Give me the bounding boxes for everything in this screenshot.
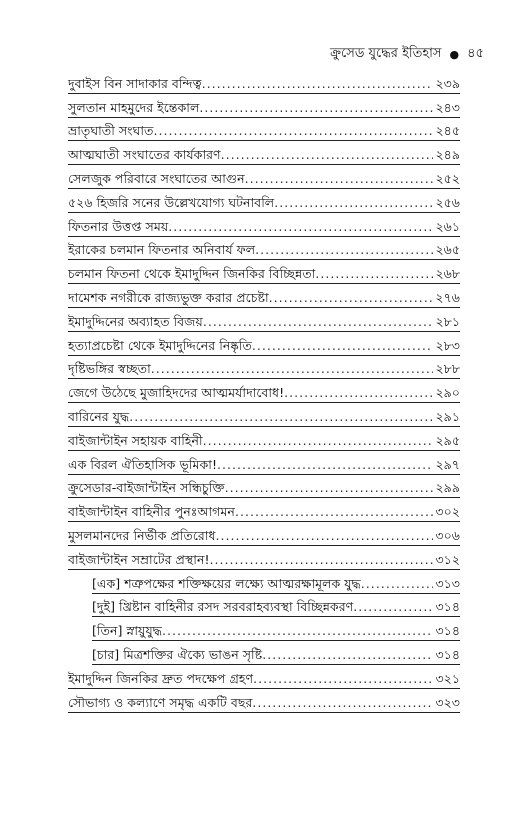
dot-leader	[202, 75, 434, 92]
toc-entry-title: ৫২৬ হিজরি সনের উল্লেখযোগ্য ঘটনাবলি	[68, 194, 275, 210]
toc-entry-title: হত্যাপ্রচেষ্টা থেকে ইমাদুদ্দিনের নিষ্কৃতি	[68, 337, 252, 353]
toc-entry-title: জেগে উঠেছে মুজাহিদদের আত্মমর্যাদাবোধ!	[68, 385, 285, 401]
table-of-contents	[68, 70, 460, 713]
toc-entry-title: ইমাদুদ্দিন জিনকির দ্রুত পদক্ষেপ গ্রহণ	[68, 670, 254, 686]
dot-leader	[216, 527, 434, 544]
dot-leader	[151, 360, 434, 377]
toc-entry-title: দৃষ্টিভঙ্গির স্বচ্ছতা	[68, 361, 151, 377]
dot-leader	[210, 551, 434, 568]
toc-entry-page: ২৯৯	[435, 480, 460, 496]
toc-entry[interactable]	[92, 617, 460, 641]
toc-entry-title: ইরাকের চলমান ফিতনার অনিবার্য ফল	[68, 242, 256, 258]
dot-leader	[129, 408, 433, 425]
toc-entry-page: ২৫২	[435, 170, 460, 186]
dot-leader	[361, 575, 434, 592]
toc-entry-title: এক বিরল ঐতিহাসিক ভূমিকা!	[68, 456, 217, 472]
toc-entry[interactable]	[68, 427, 460, 451]
toc-entry-page: ৩১৪	[435, 599, 460, 615]
toc-entry-page: ২৫৬	[435, 194, 460, 210]
toc-entry[interactable]	[68, 403, 460, 427]
toc-entry-page: ২৯৭	[435, 456, 460, 472]
toc-entry[interactable]	[92, 570, 460, 594]
toc-entry[interactable]	[68, 451, 460, 475]
toc-entry-title: [এক] শত্রুপক্ষের শক্তিক্ষয়ের লক্ষ্যে আত্মরক্ষামূলক যুদ্ধ	[92, 575, 361, 591]
toc-entry-title: মুসলমানদের নির্ভীক প্রতিরোধ	[68, 527, 216, 543]
dot-leader	[252, 694, 433, 711]
toc-entry[interactable]	[68, 118, 460, 142]
toc-entry-page: ২৮৩	[435, 337, 460, 353]
toc-entry-page: ২৪৩	[435, 99, 460, 115]
toc-entry[interactable]	[68, 379, 460, 403]
toc-entry-title: ইমাদুদ্দিনের অব্যাহত বিজয়	[68, 313, 203, 329]
toc-entry-page: ২৯০	[435, 385, 460, 401]
toc-entry-title: বাইজান্টাইন সহায়ক বাহিনী	[68, 432, 203, 448]
dot-leader	[274, 194, 433, 211]
toc-entry-page: ২৩৯	[435, 75, 460, 91]
dot-leader	[162, 622, 434, 639]
dot-leader	[252, 337, 434, 354]
toc-entry[interactable]	[68, 237, 460, 261]
toc-entry[interactable]	[68, 546, 460, 570]
toc-entry-title: আত্মঘাতী সংঘাতের কার্যকারণ	[68, 147, 221, 163]
toc-entry-title: সৌভাগ্য ও কল্যাণে সমৃদ্ধ একটি বছর	[68, 694, 253, 710]
dot-leader	[353, 598, 433, 615]
toc-entry-page: ২৬১	[435, 218, 460, 234]
dot-leader	[255, 241, 433, 258]
toc-entry-page: ৩১৪	[435, 623, 460, 639]
toc-entry-page: ২৮৮	[435, 361, 460, 377]
toc-entry-title: বাইজান্টাইন বাহিনীর পুনঃআগমন	[68, 504, 235, 520]
toc-entry[interactable]	[68, 70, 460, 94]
toc-entry-page: ২৪৯	[435, 147, 460, 163]
toc-entry-title: চলমান ফিতনা থেকে ইমাদুদ্দিন জিনকির বিচ্ছিন্নতা	[68, 266, 316, 282]
dot-leader	[315, 265, 433, 282]
toc-entry-title: সুলতান মাহমুদের ইন্তেকাল	[68, 99, 200, 115]
book-title: ক্রুসেড যুদ্ধের ইতিহাস	[330, 46, 442, 61]
dot-leader	[221, 146, 434, 163]
toc-entry-title: [তিন] স্নায়ুযুদ্ধ	[92, 623, 162, 639]
dot-leader	[203, 432, 434, 449]
toc-entry[interactable]	[92, 594, 460, 618]
toc-entry-title: দামেশক নগরীকে রাজ্যভুক্ত করার প্রচেষ্টা	[68, 289, 269, 305]
toc-entry-page: ৩১৪	[435, 646, 460, 662]
dot-leader	[235, 503, 433, 520]
dot-leader	[203, 313, 434, 330]
toc-entry-page: ৩১৩	[435, 575, 460, 591]
toc-entry[interactable]	[68, 498, 460, 522]
toc-entry-page: ৩১২	[435, 551, 460, 567]
toc-entry-page: ৩২৩	[435, 694, 460, 710]
dot-leader	[199, 99, 433, 116]
toc-entry-page: ৩০২	[435, 504, 460, 520]
toc-entry[interactable]	[68, 522, 460, 546]
dot-leader	[269, 289, 434, 306]
toc-entry-title: সেলজুক পরিবারে সংঘাতের আগুন	[68, 170, 245, 186]
toc-entry[interactable]	[68, 356, 460, 380]
toc-entry-page: ২৬৮	[435, 266, 460, 282]
toc-entry-title: [দুই] খ্রিষ্টান বাহিনীর রসদ সরবরাহব্যবস্থা বিচ্ছিন্নকরণ	[92, 599, 354, 615]
toc-entry-page: ২৪৫	[435, 123, 460, 139]
dot-leader	[225, 479, 434, 496]
toc-entry[interactable]	[68, 284, 460, 308]
toc-entry-page: ২৮১	[435, 313, 460, 329]
toc-entry[interactable]	[68, 665, 460, 689]
toc-entry[interactable]	[68, 260, 460, 284]
toc-entry[interactable]	[68, 165, 460, 189]
toc-entry[interactable]	[68, 332, 460, 356]
toc-entry-page: ২৬৫	[435, 242, 460, 258]
toc-entry-title: বারিনের যুদ্ধ	[68, 408, 130, 424]
toc-entry-title: ভ্রাতৃঘাতী সংঘাত	[68, 123, 154, 139]
toc-entry[interactable]	[68, 475, 460, 499]
toc-entry[interactable]	[68, 141, 460, 165]
toc-entry-title: ক্রুসেডার-বাইজান্টাইন সন্ধিচুক্তি	[68, 480, 225, 496]
dot-leader	[153, 122, 433, 139]
toc-entry-page: ২৯১	[435, 408, 460, 424]
toc-entry-title: দুবাইস বিন সাদাকার বন্দিত্ব	[68, 75, 202, 91]
dot-leader	[284, 384, 433, 401]
toc-entry-title: বাইজান্টাইন সম্রাটের প্রস্থান!	[68, 551, 210, 567]
toc-entry-title: [চার] মিত্রশক্তির ঐক্যে ভাঙন সৃষ্টি	[92, 646, 263, 662]
dot-leader	[262, 646, 433, 663]
toc-entry-page: ৩২১	[435, 670, 460, 686]
dot-leader	[253, 670, 433, 687]
toc-entry[interactable]	[68, 213, 460, 237]
dot-leader	[168, 218, 433, 235]
toc-entry[interactable]	[92, 641, 460, 665]
page-number: ৪৫	[467, 46, 484, 61]
dot-leader	[245, 170, 434, 187]
bullet-icon: ●	[449, 48, 460, 61]
toc-entry[interactable]	[68, 689, 460, 713]
dot-leader	[217, 456, 433, 473]
toc-entry[interactable]	[68, 308, 460, 332]
toc-entry-title: ফিতনার উত্তপ্ত সময়	[68, 218, 169, 234]
running-header	[330, 44, 484, 65]
toc-entry[interactable]	[68, 189, 460, 213]
toc-entry[interactable]	[68, 94, 460, 118]
toc-entry-page: ২৯৫	[435, 432, 460, 448]
toc-entry-page: ৩০৬	[435, 527, 460, 543]
toc-entry-page: ২৭৬	[435, 289, 460, 305]
